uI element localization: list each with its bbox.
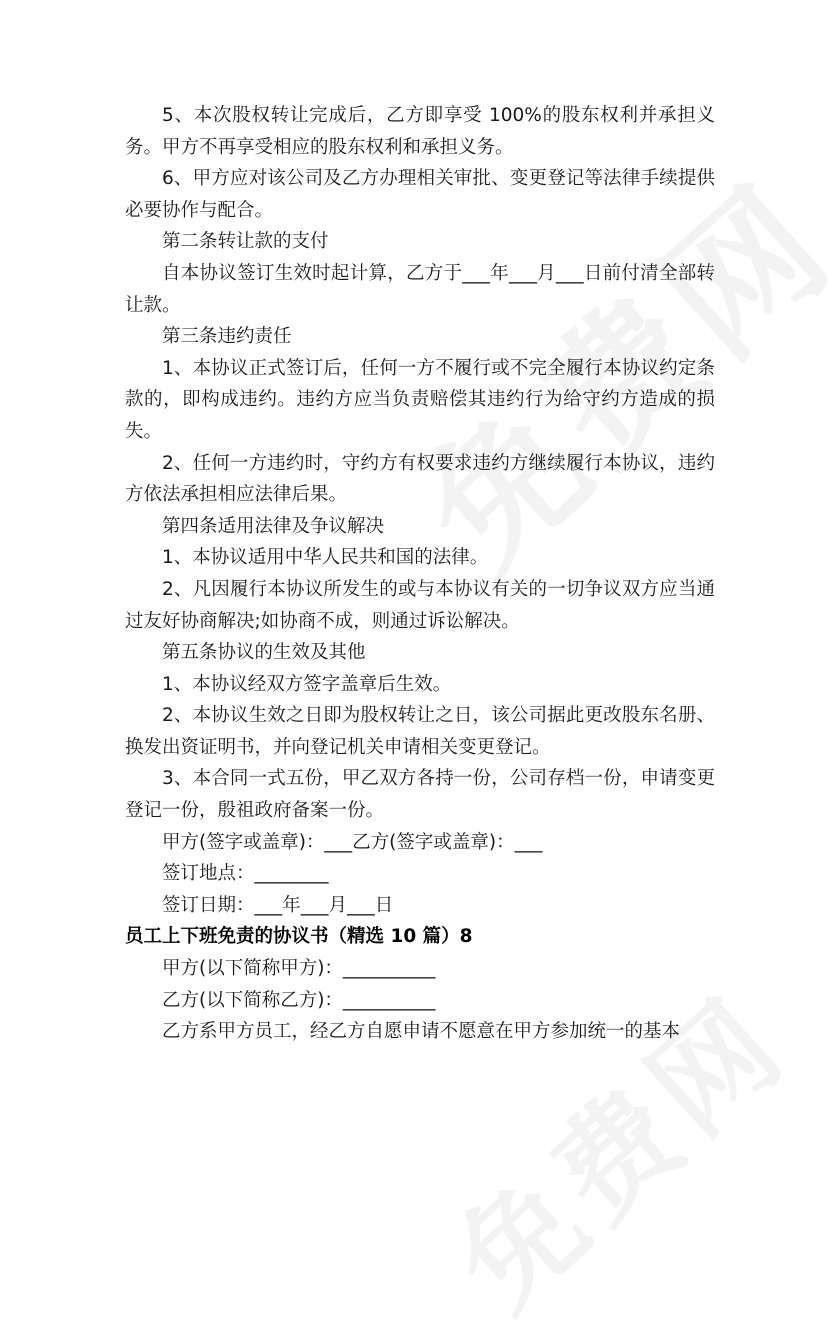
clause-paragraph: 2、凡因履行本协议所发生的或与本协议有关的一切争议双方应当通过友好协商解决;如协商不成，则通过诉讼解决。 [125,578,715,632]
signing-place: 签订地点：________ [162,863,329,885]
clause-paragraph: 1、本协议经双方签字盖章后生效。 [162,673,452,695]
document-heading: 员工上下班免责的协议书（精选 10 篇）8 [125,926,473,948]
clause-paragraph: 1、本协议正式签订后，任何一方不履行或不完全履行本协议约定条款的，即构成违约。违约方应当负责赔偿其违约行为给守约方造成的损失。 [125,357,715,442]
clause-paragraph: 1、本协议适用中华人民共和国的法律。 [162,547,489,569]
clause-paragraph: 2、本协议生效之日即为股权转让之日，该公司据此更改股东名册、换发出资证明书，并向登记机关申请相关变更登记。 [125,705,715,758]
signing-date: 签订日期：___年___月___日 [162,894,394,916]
section-title: 第五条协议的生效及其他 [162,642,366,664]
section-title: 第三条违约责任 [162,326,292,348]
signature-line: 甲方(签字或盖章)：___乙方(签字或盖章)：___ [162,831,543,853]
clause-paragraph: 6、甲方应对该公司及乙方办理相关审批、变更登记等法律手续提供必要协作与配合。 [125,168,715,221]
section-title: 第四条适用法律及争议解决 [162,515,385,537]
party-a-line: 甲方(以下简称甲方)：__________ [162,958,436,980]
document-page [125,100,715,1048]
clause-paragraph: 乙方系甲方员工，经乙方自愿申请不愿意在甲方参加统一的基本 [162,1021,681,1043]
clause-paragraph: 2、任何一方违约时，守约方有权要求违约方继续履行本协议，违约方依法承担相应法律后果。 [125,452,715,506]
clause-paragraph: 5、本次股权转让完成后，乙方即享受 100%的股东权利并承担义务。甲方不再享受相应的股东权利和承担义务。 [125,105,715,158]
clause-paragraph: 自本协议签订生效时起计算，乙方于___年___月___日前付清全部转让款。 [125,262,715,316]
clause-paragraph: 3、本合同一式五份，甲乙双方各持一份，公司存档一份，申请变更登记一份，殷祖政府备案一份。 [125,768,715,822]
party-b-line: 乙方(以下简称乙方)：__________ [162,989,436,1011]
section-title: 第二条转让款的支付 [162,231,329,253]
